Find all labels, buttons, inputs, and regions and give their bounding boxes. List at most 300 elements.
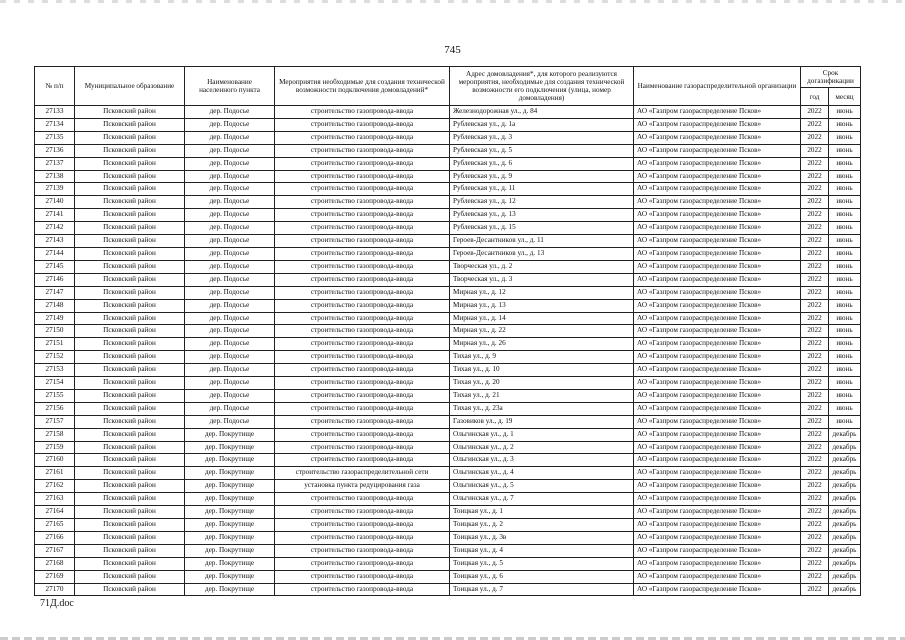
cell-municipality: Псковский район — [75, 196, 185, 209]
cell-settlement: дер. Подосье — [185, 286, 275, 299]
cell-address: Творческая ул., д. 3 — [450, 273, 634, 286]
cell-num: 27151 — [35, 338, 75, 351]
cell-num: 27167 — [35, 544, 75, 557]
table-row — [35, 480, 861, 493]
cell-month: декабрь — [829, 583, 861, 596]
cell-year: 2022 — [801, 106, 829, 119]
cell-num: 27135 — [35, 131, 75, 144]
cell-month: июнь — [829, 325, 861, 338]
cell-month: июнь — [829, 415, 861, 428]
table-row — [35, 118, 861, 131]
cell-settlement: дер. Покрутище — [185, 557, 275, 570]
cell-measures: строительство газопровода-ввода — [275, 454, 450, 467]
cell-month: июнь — [829, 131, 861, 144]
cell-municipality: Псковский район — [75, 170, 185, 183]
header-year: год — [801, 88, 829, 106]
cell-year: 2022 — [801, 183, 829, 196]
cell-municipality: Псковский район — [75, 454, 185, 467]
cell-num: 27169 — [35, 570, 75, 583]
cell-settlement: дер. Подосье — [185, 273, 275, 286]
cell-month: июнь — [829, 170, 861, 183]
cell-measures: строительство газопровода-ввода — [275, 389, 450, 402]
table-row — [35, 441, 861, 454]
footer-filename: 71Д.doc — [40, 598, 74, 609]
cell-year: 2022 — [801, 506, 829, 519]
cell-month: июнь — [829, 144, 861, 157]
cell-measures: строительство газопровода-ввода — [275, 106, 450, 119]
cell-gdo: АО «Газпром газораспределение Псков» — [634, 480, 801, 493]
cell-gdo: АО «Газпром газораспределение Псков» — [634, 583, 801, 596]
cell-municipality: Псковский район — [75, 544, 185, 557]
cell-address: Тихая ул., д. 10 — [450, 364, 634, 377]
cell-num: 27153 — [35, 364, 75, 377]
cell-address: Рублевская ул., д. 3 — [450, 131, 634, 144]
cell-num: 27138 — [35, 170, 75, 183]
cell-address: Тоицкая ул., д. 4 — [450, 544, 634, 557]
cell-municipality: Псковский район — [75, 428, 185, 441]
cell-year: 2022 — [801, 480, 829, 493]
cell-address: Тоицкая ул., д. 6 — [450, 570, 634, 583]
cell-municipality: Псковский район — [75, 467, 185, 480]
cell-measures: строительство газопровода-ввода — [275, 170, 450, 183]
cell-gdo: АО «Газпром газораспределение Псков» — [634, 312, 801, 325]
cell-year: 2022 — [801, 196, 829, 209]
cell-num: 27156 — [35, 402, 75, 415]
cell-year: 2022 — [801, 209, 829, 222]
table-row — [35, 506, 861, 519]
cell-municipality: Псковский район — [75, 364, 185, 377]
header-address: Адрес домовладения*, для которого реализуются мероприятия, необходимые для создания технической возможности его подключения (улица, номер домовладения) — [450, 67, 634, 106]
cell-month: декабрь — [829, 557, 861, 570]
cell-address: Газовиков ул., д. 19 — [450, 415, 634, 428]
cell-municipality: Псковский район — [75, 338, 185, 351]
cell-gdo: АО «Газпром газораспределение Псков» — [634, 377, 801, 390]
cell-year: 2022 — [801, 428, 829, 441]
cell-measures: строительство газопровода-ввода — [275, 402, 450, 415]
cell-measures: строительство газопровода-ввода — [275, 286, 450, 299]
cell-measures: строительство газопровода-ввода — [275, 222, 450, 235]
cell-municipality: Псковский район — [75, 299, 185, 312]
cell-measures: строительство газопровода-ввода — [275, 519, 450, 532]
cell-year: 2022 — [801, 531, 829, 544]
table-row — [35, 570, 861, 583]
table-row — [35, 493, 861, 506]
cell-gdo: АО «Газпром газораспределение Псков» — [634, 260, 801, 273]
cell-municipality: Псковский район — [75, 157, 185, 170]
cell-address: Тоицкая ул., д. 2 — [450, 519, 634, 532]
cell-year: 2022 — [801, 222, 829, 235]
cell-num: 27139 — [35, 183, 75, 196]
cell-year: 2022 — [801, 157, 829, 170]
cell-settlement: дер. Подосье — [185, 106, 275, 119]
table-row — [35, 531, 861, 544]
cell-measures: строительство газопровода-ввода — [275, 441, 450, 454]
cell-settlement: дер. Подосье — [185, 312, 275, 325]
cell-gdo: АО «Газпром газораспределение Псков» — [634, 454, 801, 467]
cell-year: 2022 — [801, 170, 829, 183]
cell-num: 27143 — [35, 235, 75, 248]
cell-municipality: Псковский район — [75, 118, 185, 131]
cell-measures: строительство газопровода-ввода — [275, 351, 450, 364]
cell-month: декабрь — [829, 441, 861, 454]
cell-settlement: дер. Покрутище — [185, 531, 275, 544]
cell-address: Ольгинская ул., д. 5 — [450, 480, 634, 493]
table-row — [35, 144, 861, 157]
cell-month: июнь — [829, 299, 861, 312]
cell-gdo: АО «Газпром газораспределение Псков» — [634, 131, 801, 144]
cell-address: Тоицкая ул., д. 5 — [450, 557, 634, 570]
cell-num: 27144 — [35, 247, 75, 260]
cell-gdo: АО «Газпром газораспределение Псков» — [634, 196, 801, 209]
cell-year: 2022 — [801, 247, 829, 260]
cell-settlement: дер. Подосье — [185, 209, 275, 222]
cell-month: июнь — [829, 106, 861, 119]
cell-settlement: дер. Покрутище — [185, 441, 275, 454]
cell-settlement: дер. Покрутище — [185, 519, 275, 532]
cell-measures: строительство газопровода-ввода — [275, 247, 450, 260]
cell-municipality: Псковский район — [75, 377, 185, 390]
cell-measures: строительство газопровода-ввода — [275, 570, 450, 583]
cell-municipality: Псковский район — [75, 222, 185, 235]
cell-gdo: АО «Газпром газораспределение Псков» — [634, 493, 801, 506]
cell-address: Мирная ул., д. 13 — [450, 299, 634, 312]
table-row — [35, 222, 861, 235]
cell-settlement: дер. Покрутище — [185, 467, 275, 480]
cell-address: Железнодорожная ул., д. 84 — [450, 106, 634, 119]
cell-num: 27136 — [35, 144, 75, 157]
cell-settlement: дер. Покрутище — [185, 570, 275, 583]
header-municipality: Муниципальное образование — [75, 67, 185, 106]
table-row — [35, 260, 861, 273]
cell-gdo: АО «Газпром газораспределение Псков» — [634, 157, 801, 170]
cell-month: июнь — [829, 247, 861, 260]
cell-gdo: АО «Газпром газораспределение Псков» — [634, 170, 801, 183]
cell-gdo: АО «Газпром газораспределение Псков» — [634, 286, 801, 299]
cell-gdo: АО «Газпром газораспределение Псков» — [634, 557, 801, 570]
cell-settlement: дер. Подосье — [185, 260, 275, 273]
cell-month: июнь — [829, 312, 861, 325]
cell-address: Тоицкая ул., д. 7 — [450, 583, 634, 596]
cell-settlement: дер. Подосье — [185, 183, 275, 196]
cell-measures: строительство газопровода-ввода — [275, 557, 450, 570]
cell-gdo: АО «Газпром газораспределение Псков» — [634, 247, 801, 260]
cell-gdo: АО «Газпром газораспределение Псков» — [634, 531, 801, 544]
cell-municipality: Псковский район — [75, 273, 185, 286]
cell-measures: строительство газопровода-ввода — [275, 144, 450, 157]
cell-year: 2022 — [801, 519, 829, 532]
cell-year: 2022 — [801, 441, 829, 454]
cell-gdo: АО «Газпром газораспределение Псков» — [634, 325, 801, 338]
cell-month: июнь — [829, 209, 861, 222]
cell-settlement: дер. Покрутище — [185, 493, 275, 506]
cell-year: 2022 — [801, 377, 829, 390]
cell-num: 27137 — [35, 157, 75, 170]
table-row — [35, 131, 861, 144]
table-row — [35, 170, 861, 183]
cell-num: 27146 — [35, 273, 75, 286]
cell-month: декабрь — [829, 519, 861, 532]
cell-num: 27134 — [35, 118, 75, 131]
cell-year: 2022 — [801, 312, 829, 325]
cell-measures: строительство газораспределительной сети — [275, 467, 450, 480]
cell-month: июнь — [829, 260, 861, 273]
cell-measures: строительство газопровода-ввода — [275, 183, 450, 196]
cell-year: 2022 — [801, 544, 829, 557]
cell-address: Тоицкая ул., д. 3в — [450, 531, 634, 544]
cell-measures: строительство газопровода-ввода — [275, 544, 450, 557]
cell-municipality: Псковский район — [75, 531, 185, 544]
cell-num: 27133 — [35, 106, 75, 119]
cell-month: июнь — [829, 402, 861, 415]
cell-measures: строительство газопровода-ввода — [275, 583, 450, 596]
table-row — [35, 299, 861, 312]
cell-gdo: АО «Газпром газораспределение Псков» — [634, 506, 801, 519]
cell-settlement: дер. Подосье — [185, 222, 275, 235]
table-row — [35, 544, 861, 557]
cell-month: июнь — [829, 196, 861, 209]
table-row — [35, 209, 861, 222]
cell-measures: строительство газопровода-ввода — [275, 260, 450, 273]
cell-measures: строительство газопровода-ввода — [275, 273, 450, 286]
cell-measures: строительство газопровода-ввода — [275, 312, 450, 325]
cell-measures: установка пункта редуцирования газа — [275, 480, 450, 493]
cell-address: Героев-Десантников ул., д. 13 — [450, 247, 634, 260]
cell-settlement: дер. Подосье — [185, 196, 275, 209]
cell-num: 27170 — [35, 583, 75, 596]
cell-measures: строительство газопровода-ввода — [275, 364, 450, 377]
cell-settlement: дер. Подосье — [185, 338, 275, 351]
cell-num: 27157 — [35, 415, 75, 428]
cell-num: 27161 — [35, 467, 75, 480]
header-gdo: Наименование газораспределительной организации — [634, 67, 801, 106]
table-row — [35, 157, 861, 170]
header-settlement: Наименование населенного пункта — [185, 67, 275, 106]
cell-address: Тоицкая ул., д. 1 — [450, 506, 634, 519]
cell-address: Героев-Десантников ул., д. 11 — [450, 235, 634, 248]
cell-month: декабрь — [829, 506, 861, 519]
table-row — [35, 583, 861, 596]
cell-measures: строительство газопровода-ввода — [275, 377, 450, 390]
cell-municipality: Псковский район — [75, 183, 185, 196]
cell-measures: строительство газопровода-ввода — [275, 196, 450, 209]
cell-num: 27140 — [35, 196, 75, 209]
cell-address: Ольгинская ул., д. 2 — [450, 441, 634, 454]
cell-num: 27160 — [35, 454, 75, 467]
cell-num: 27152 — [35, 351, 75, 364]
table-body — [35, 106, 861, 596]
cell-month: июнь — [829, 389, 861, 402]
cell-year: 2022 — [801, 118, 829, 131]
cell-measures: строительство газопровода-ввода — [275, 338, 450, 351]
table-row — [35, 286, 861, 299]
cell-settlement: дер. Покрутище — [185, 454, 275, 467]
cell-municipality: Псковский район — [75, 389, 185, 402]
cell-year: 2022 — [801, 557, 829, 570]
cell-month: июнь — [829, 377, 861, 390]
cell-year: 2022 — [801, 144, 829, 157]
table-row — [35, 183, 861, 196]
cell-municipality: Псковский район — [75, 519, 185, 532]
cell-measures: строительство газопровода-ввода — [275, 325, 450, 338]
cell-municipality: Псковский район — [75, 480, 185, 493]
cell-gdo: АО «Газпром газораспределение Псков» — [634, 338, 801, 351]
cell-year: 2022 — [801, 273, 829, 286]
cell-measures: строительство газопровода-ввода — [275, 493, 450, 506]
cell-municipality: Псковский район — [75, 235, 185, 248]
cell-gdo: АО «Газпром газораспределение Псков» — [634, 570, 801, 583]
table-row — [35, 389, 861, 402]
cell-measures: строительство газопровода-ввода — [275, 157, 450, 170]
table-row — [35, 364, 861, 377]
cell-municipality: Псковский район — [75, 557, 185, 570]
cell-municipality: Псковский район — [75, 209, 185, 222]
cell-settlement: дер. Подосье — [185, 415, 275, 428]
cell-settlement: дер. Подосье — [185, 364, 275, 377]
cell-num: 27162 — [35, 480, 75, 493]
cell-num: 27166 — [35, 531, 75, 544]
table-row — [35, 351, 861, 364]
cell-municipality: Псковский район — [75, 441, 185, 454]
cell-month: июнь — [829, 222, 861, 235]
cell-month: декабрь — [829, 493, 861, 506]
cell-settlement: дер. Подосье — [185, 325, 275, 338]
cell-address: Рублевская ул., д. 5 — [450, 144, 634, 157]
cell-year: 2022 — [801, 260, 829, 273]
cell-address: Мирная ул., д. 22 — [450, 325, 634, 338]
cell-gdo: АО «Газпром газораспределение Псков» — [634, 235, 801, 248]
table-row — [35, 247, 861, 260]
cell-month: декабрь — [829, 544, 861, 557]
cell-month: июнь — [829, 273, 861, 286]
cell-settlement: дер. Подосье — [185, 402, 275, 415]
cell-num: 27149 — [35, 312, 75, 325]
cell-municipality: Псковский район — [75, 144, 185, 157]
header-row-1 — [35, 67, 861, 88]
cell-municipality: Псковский район — [75, 325, 185, 338]
cell-month: июнь — [829, 118, 861, 131]
cell-month: июнь — [829, 235, 861, 248]
cell-settlement: дер. Подосье — [185, 131, 275, 144]
cell-settlement: дер. Подосье — [185, 170, 275, 183]
page-number: 745 — [444, 44, 461, 56]
cell-address: Рублевская ул., д. 9 — [450, 170, 634, 183]
cell-gdo: АО «Газпром газораспределение Псков» — [634, 222, 801, 235]
cell-address: Тихая ул., д. 23а — [450, 402, 634, 415]
cell-municipality: Псковский район — [75, 131, 185, 144]
cell-num: 27168 — [35, 557, 75, 570]
cell-gdo: АО «Газпром газораспределение Псков» — [634, 467, 801, 480]
cell-settlement: дер. Подосье — [185, 377, 275, 390]
cell-municipality: Псковский район — [75, 570, 185, 583]
cell-year: 2022 — [801, 454, 829, 467]
cell-year: 2022 — [801, 299, 829, 312]
cell-gdo: АО «Газпром газораспределение Псков» — [634, 144, 801, 157]
cell-month: декабрь — [829, 531, 861, 544]
header-month: месяц — [829, 88, 861, 106]
cell-address: Рублевская ул., д. 1а — [450, 118, 634, 131]
cell-num: 27145 — [35, 260, 75, 273]
cell-year: 2022 — [801, 364, 829, 377]
cell-num: 27163 — [35, 493, 75, 506]
cell-address: Мирная ул., д. 14 — [450, 312, 634, 325]
cell-municipality: Псковский район — [75, 286, 185, 299]
header-num: № п/п — [35, 67, 75, 106]
cell-measures: строительство газопровода-ввода — [275, 118, 450, 131]
cell-month: июнь — [829, 351, 861, 364]
cell-gdo: АО «Газпром газораспределение Псков» — [634, 364, 801, 377]
gasification-table — [34, 66, 861, 596]
table-row — [35, 428, 861, 441]
header-deadline: Срок догазификации — [801, 67, 861, 88]
table-row — [35, 196, 861, 209]
table-row — [35, 402, 861, 415]
cell-year: 2022 — [801, 235, 829, 248]
cell-address: Ольгинская ул., д. 3 — [450, 454, 634, 467]
cell-gdo: АО «Газпром газораспределение Псков» — [634, 118, 801, 131]
cell-address: Рублевская ул., д. 15 — [450, 222, 634, 235]
cell-address: Мирная ул., д. 26 — [450, 338, 634, 351]
cell-month: декабрь — [829, 570, 861, 583]
cell-month: июнь — [829, 157, 861, 170]
cell-month: декабрь — [829, 480, 861, 493]
cell-gdo: АО «Газпром газораспределение Псков» — [634, 441, 801, 454]
cell-settlement: дер. Подосье — [185, 299, 275, 312]
cell-num: 27150 — [35, 325, 75, 338]
cell-year: 2022 — [801, 570, 829, 583]
cell-measures: строительство газопровода-ввода — [275, 299, 450, 312]
cell-gdo: АО «Газпром газораспределение Псков» — [634, 519, 801, 532]
cell-num: 27165 — [35, 519, 75, 532]
cell-month: декабрь — [829, 428, 861, 441]
cell-num: 27158 — [35, 428, 75, 441]
header-measures: Мероприятия необходимые для создания технической возможности подключения домовладений* — [275, 67, 450, 106]
cell-year: 2022 — [801, 131, 829, 144]
cell-year: 2022 — [801, 389, 829, 402]
cell-num: 27147 — [35, 286, 75, 299]
cell-address: Ольгинская ул., д. 7 — [450, 493, 634, 506]
cell-measures: строительство газопровода-ввода — [275, 209, 450, 222]
cell-gdo: АО «Газпром газораспределение Псков» — [634, 106, 801, 119]
table-row — [35, 273, 861, 286]
cell-gdo: АО «Газпром газораспределение Псков» — [634, 299, 801, 312]
cell-address: Мирная ул., д. 12 — [450, 286, 634, 299]
cell-month: декабрь — [829, 454, 861, 467]
cell-gdo: АО «Газпром газораспределение Псков» — [634, 389, 801, 402]
cell-measures: строительство газопровода-ввода — [275, 506, 450, 519]
cell-settlement: дер. Покрутище — [185, 428, 275, 441]
cell-settlement: дер. Подосье — [185, 389, 275, 402]
cell-municipality: Псковский район — [75, 415, 185, 428]
cell-municipality: Псковский район — [75, 247, 185, 260]
cell-year: 2022 — [801, 325, 829, 338]
cell-num: 27164 — [35, 506, 75, 519]
cell-year: 2022 — [801, 286, 829, 299]
cell-address: Ольгинская ул., д. 4 — [450, 467, 634, 480]
cell-settlement: дер. Подосье — [185, 351, 275, 364]
cell-month: июнь — [829, 286, 861, 299]
table-row — [35, 235, 861, 248]
cell-settlement: дер. Подосье — [185, 157, 275, 170]
cell-num: 27142 — [35, 222, 75, 235]
cell-measures: строительство газопровода-ввода — [275, 235, 450, 248]
cell-year: 2022 — [801, 351, 829, 364]
cell-gdo: АО «Газпром газораспределение Псков» — [634, 428, 801, 441]
cell-gdo: АО «Газпром газораспределение Псков» — [634, 415, 801, 428]
cell-gdo: АО «Газпром газораспределение Псков» — [634, 402, 801, 415]
table-row — [35, 557, 861, 570]
cell-gdo: АО «Газпром газораспределение Псков» — [634, 273, 801, 286]
cell-settlement: дер. Покрутище — [185, 506, 275, 519]
